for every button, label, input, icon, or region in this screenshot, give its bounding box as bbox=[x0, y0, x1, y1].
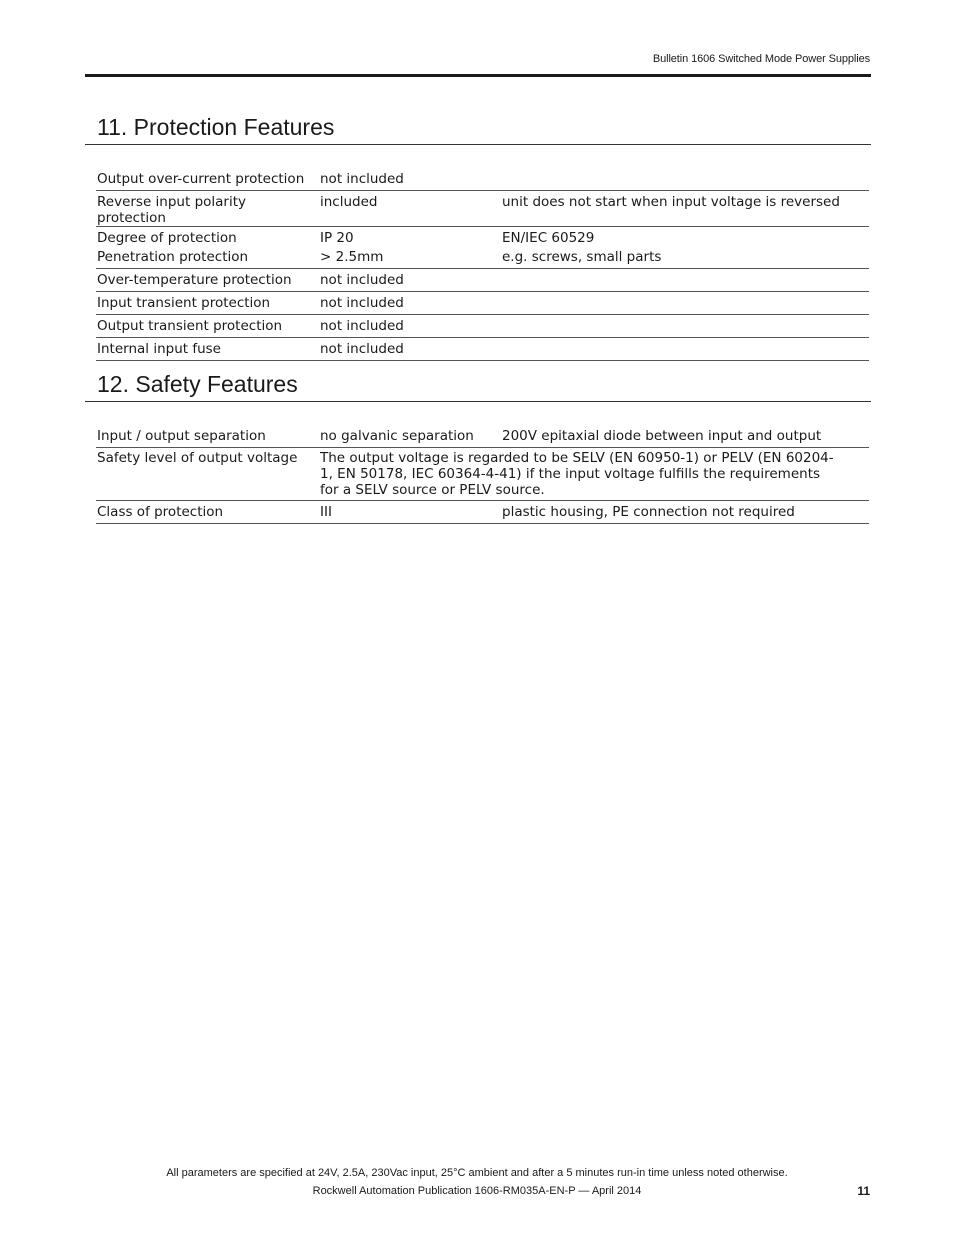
value-cell: no galvanic separation bbox=[319, 428, 501, 448]
note-cell bbox=[501, 292, 869, 315]
table-row bbox=[96, 448, 869, 501]
note-cell: plastic housing, PE connection not required bbox=[501, 501, 869, 524]
note-cell bbox=[501, 338, 869, 361]
section-rule bbox=[85, 401, 871, 402]
param-cell: Input transient protection bbox=[96, 292, 319, 315]
value-cell: not included bbox=[319, 269, 501, 292]
table-row bbox=[96, 292, 869, 315]
value-cell: not included bbox=[319, 338, 501, 361]
table-row bbox=[96, 171, 869, 191]
note-cell: EN/IEC 60529 bbox=[502, 230, 595, 246]
footer-publication: Rockwell Automation Publication 1606-RM035A-EN-P — April 2014 bbox=[312, 1185, 642, 1197]
value-cell: not included bbox=[319, 292, 501, 315]
note-cell bbox=[501, 315, 869, 338]
note-cell bbox=[501, 269, 869, 292]
param-cell: Input / output separation bbox=[96, 428, 319, 448]
section-title-protection: 11. Protection Features bbox=[97, 114, 335, 140]
param-cell: Over-temperature protection bbox=[96, 269, 319, 292]
value-cell: > 2.5mm bbox=[319, 249, 501, 269]
table-row bbox=[96, 191, 869, 227]
param-cell: Degree of protection bbox=[97, 230, 237, 246]
running-header: Bulletin 1606 Switched Mode Power Supplies bbox=[652, 53, 870, 65]
table-row bbox=[96, 227, 869, 250]
section-title-safety: 12. Safety Features bbox=[97, 371, 298, 397]
table-row bbox=[96, 338, 869, 361]
section-rule bbox=[85, 144, 871, 145]
footer-note: All parameters are specified at 24V, 2.5A, 230Vac input, 25°C ambient and after a 5 minutes run-in time unless noted otherwise. bbox=[166, 1167, 788, 1179]
table-row bbox=[96, 269, 869, 292]
note-cell: e.g. screws, small parts bbox=[501, 249, 869, 269]
param-cell: Penetration protection bbox=[96, 249, 319, 269]
table-row bbox=[96, 501, 869, 524]
table-row bbox=[96, 249, 869, 269]
table-row bbox=[96, 315, 869, 338]
param-cell: Reverse input polarity protection bbox=[96, 191, 319, 227]
page-number: 11 bbox=[857, 1184, 870, 1198]
value-cell: included bbox=[319, 191, 501, 227]
header-rule bbox=[85, 74, 871, 77]
note-cell: 200V epitaxial diode between input and output bbox=[501, 428, 869, 448]
param-cell: Internal input fuse bbox=[96, 338, 319, 361]
value-cell: not included bbox=[319, 171, 501, 191]
param-cell: Class of protection bbox=[96, 501, 319, 524]
note-cell bbox=[501, 171, 869, 191]
param-cell: Output over-current protection bbox=[96, 171, 319, 191]
value-cell: III bbox=[319, 501, 501, 524]
param-cell: Safety level of output voltage bbox=[96, 448, 319, 501]
protection-table bbox=[96, 171, 869, 361]
value-cell: The output voltage is regarded to be SELV (EN 60950-1) or PELV (EN 60204-1, EN 50178, IEC 60364-4-41) if the input voltage fulfills the requirements for a SELV source or PELV source. bbox=[319, 448, 869, 501]
param-cell: Output transient protection bbox=[96, 315, 319, 338]
safety-table bbox=[96, 428, 869, 524]
value-cell: not included bbox=[319, 315, 501, 338]
value-cell: IP 20 bbox=[320, 230, 354, 246]
table-row bbox=[96, 428, 869, 448]
note-cell: unit does not start when input voltage is reversed bbox=[501, 191, 869, 227]
